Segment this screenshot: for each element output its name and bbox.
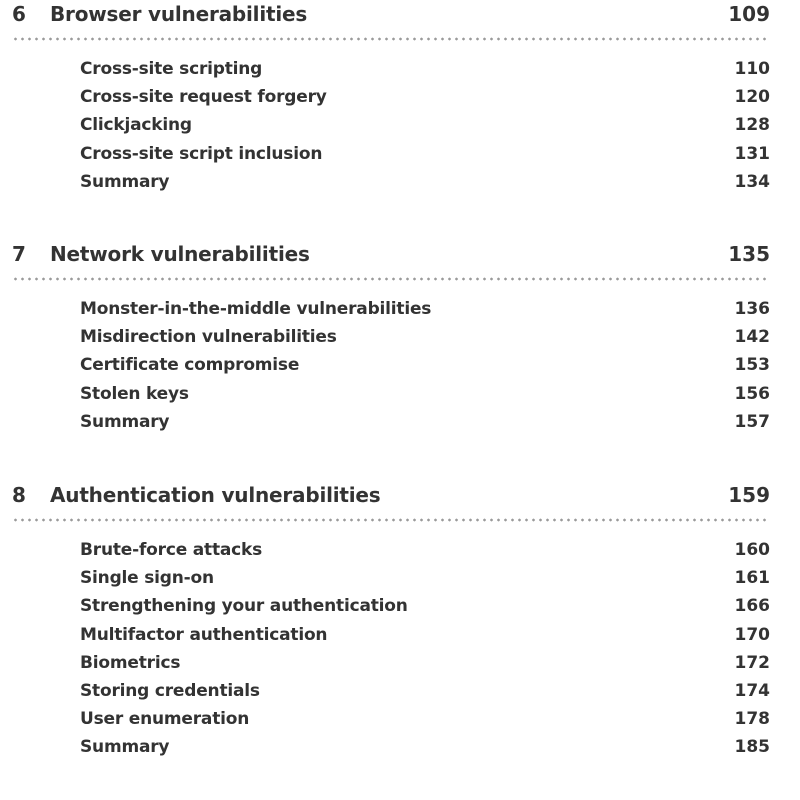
list-item[interactable] bbox=[0, 408, 800, 436]
section-page-number: 156 bbox=[734, 383, 770, 404]
dotted-divider bbox=[12, 277, 770, 281]
section-title: Summary bbox=[80, 737, 170, 758]
chapter-page-number: 109 bbox=[728, 2, 770, 26]
chapter-number: 6 bbox=[12, 2, 26, 26]
list-item[interactable] bbox=[0, 592, 800, 620]
section-page-number: 161 bbox=[734, 568, 770, 589]
section-title: Certificate compromise bbox=[80, 355, 300, 376]
chapter-title: Network vulnerabilities bbox=[50, 242, 310, 266]
section-page-number: 185 bbox=[734, 737, 770, 758]
section-page-number: 142 bbox=[734, 327, 770, 348]
chapter-heading[interactable] bbox=[0, 0, 800, 30]
section-page-number: 110 bbox=[734, 59, 770, 79]
section-page-number: 134 bbox=[734, 171, 770, 192]
section-title: Biometrics bbox=[80, 652, 181, 673]
dotted-divider bbox=[12, 37, 770, 41]
dotted-divider bbox=[12, 518, 770, 522]
section-title: Monster-in-the-middle vulnerabilities bbox=[80, 299, 432, 319]
chapter-page-number: 159 bbox=[728, 483, 770, 507]
section-page-number: 174 bbox=[734, 680, 770, 701]
list-item[interactable] bbox=[0, 564, 800, 592]
section-page-number: 157 bbox=[734, 411, 770, 432]
list-item[interactable] bbox=[0, 733, 800, 761]
section-page-number: 170 bbox=[734, 624, 770, 645]
chapter-8 bbox=[0, 481, 800, 758]
section-list bbox=[0, 536, 800, 762]
section-title: Cross-site request forgery bbox=[80, 87, 327, 108]
list-item[interactable] bbox=[0, 168, 800, 196]
section-title: Clickjacking bbox=[80, 115, 192, 136]
section-title: Multifactor authentication bbox=[80, 624, 328, 645]
section-page-number: 166 bbox=[734, 596, 770, 617]
section-page-number: 160 bbox=[734, 540, 770, 560]
chapter-number: 7 bbox=[12, 242, 26, 266]
list-item[interactable] bbox=[0, 677, 800, 705]
section-page-number: 178 bbox=[734, 709, 770, 730]
list-item[interactable] bbox=[0, 649, 800, 677]
list-item[interactable] bbox=[0, 295, 800, 323]
chapter-heading[interactable] bbox=[0, 240, 800, 270]
chapter-7 bbox=[0, 240, 800, 432]
list-item[interactable] bbox=[0, 140, 800, 168]
section-page-number: 136 bbox=[734, 299, 770, 319]
list-item[interactable] bbox=[0, 83, 800, 111]
section-title: Storing credentials bbox=[80, 680, 260, 701]
chapter-page-number: 135 bbox=[728, 242, 770, 266]
section-title: Misdirection vulnerabilities bbox=[80, 327, 337, 348]
list-item[interactable] bbox=[0, 323, 800, 351]
chapter-heading[interactable] bbox=[0, 481, 800, 511]
section-page-number: 128 bbox=[734, 115, 770, 136]
section-title: Summary bbox=[80, 171, 170, 192]
section-title: Strengthening your authentication bbox=[80, 596, 408, 617]
section-page-number: 172 bbox=[734, 652, 770, 673]
list-item[interactable] bbox=[0, 351, 800, 379]
list-item[interactable] bbox=[0, 621, 800, 649]
section-title: Cross-site scripting bbox=[80, 59, 263, 79]
section-list bbox=[0, 295, 800, 436]
section-title: Stolen keys bbox=[80, 383, 189, 404]
section-page-number: 153 bbox=[734, 355, 770, 376]
chapter-title: Browser vulnerabilities bbox=[50, 2, 308, 26]
list-item[interactable] bbox=[0, 111, 800, 139]
chapter-6 bbox=[0, 0, 800, 192]
section-list bbox=[0, 55, 800, 196]
section-title: Summary bbox=[80, 411, 170, 432]
section-title: Single sign-on bbox=[80, 568, 214, 589]
list-item[interactable] bbox=[0, 55, 800, 83]
list-item[interactable] bbox=[0, 536, 800, 564]
section-title: Cross-site script inclusion bbox=[80, 143, 323, 164]
section-title: User enumeration bbox=[80, 709, 250, 730]
chapter-title: Authentication vulnerabilities bbox=[50, 483, 381, 507]
section-title: Brute-force attacks bbox=[80, 540, 263, 560]
section-page-number: 131 bbox=[734, 143, 770, 164]
chapter-number: 8 bbox=[12, 483, 26, 507]
list-item[interactable] bbox=[0, 705, 800, 733]
list-item[interactable] bbox=[0, 380, 800, 408]
section-page-number: 120 bbox=[734, 87, 770, 108]
